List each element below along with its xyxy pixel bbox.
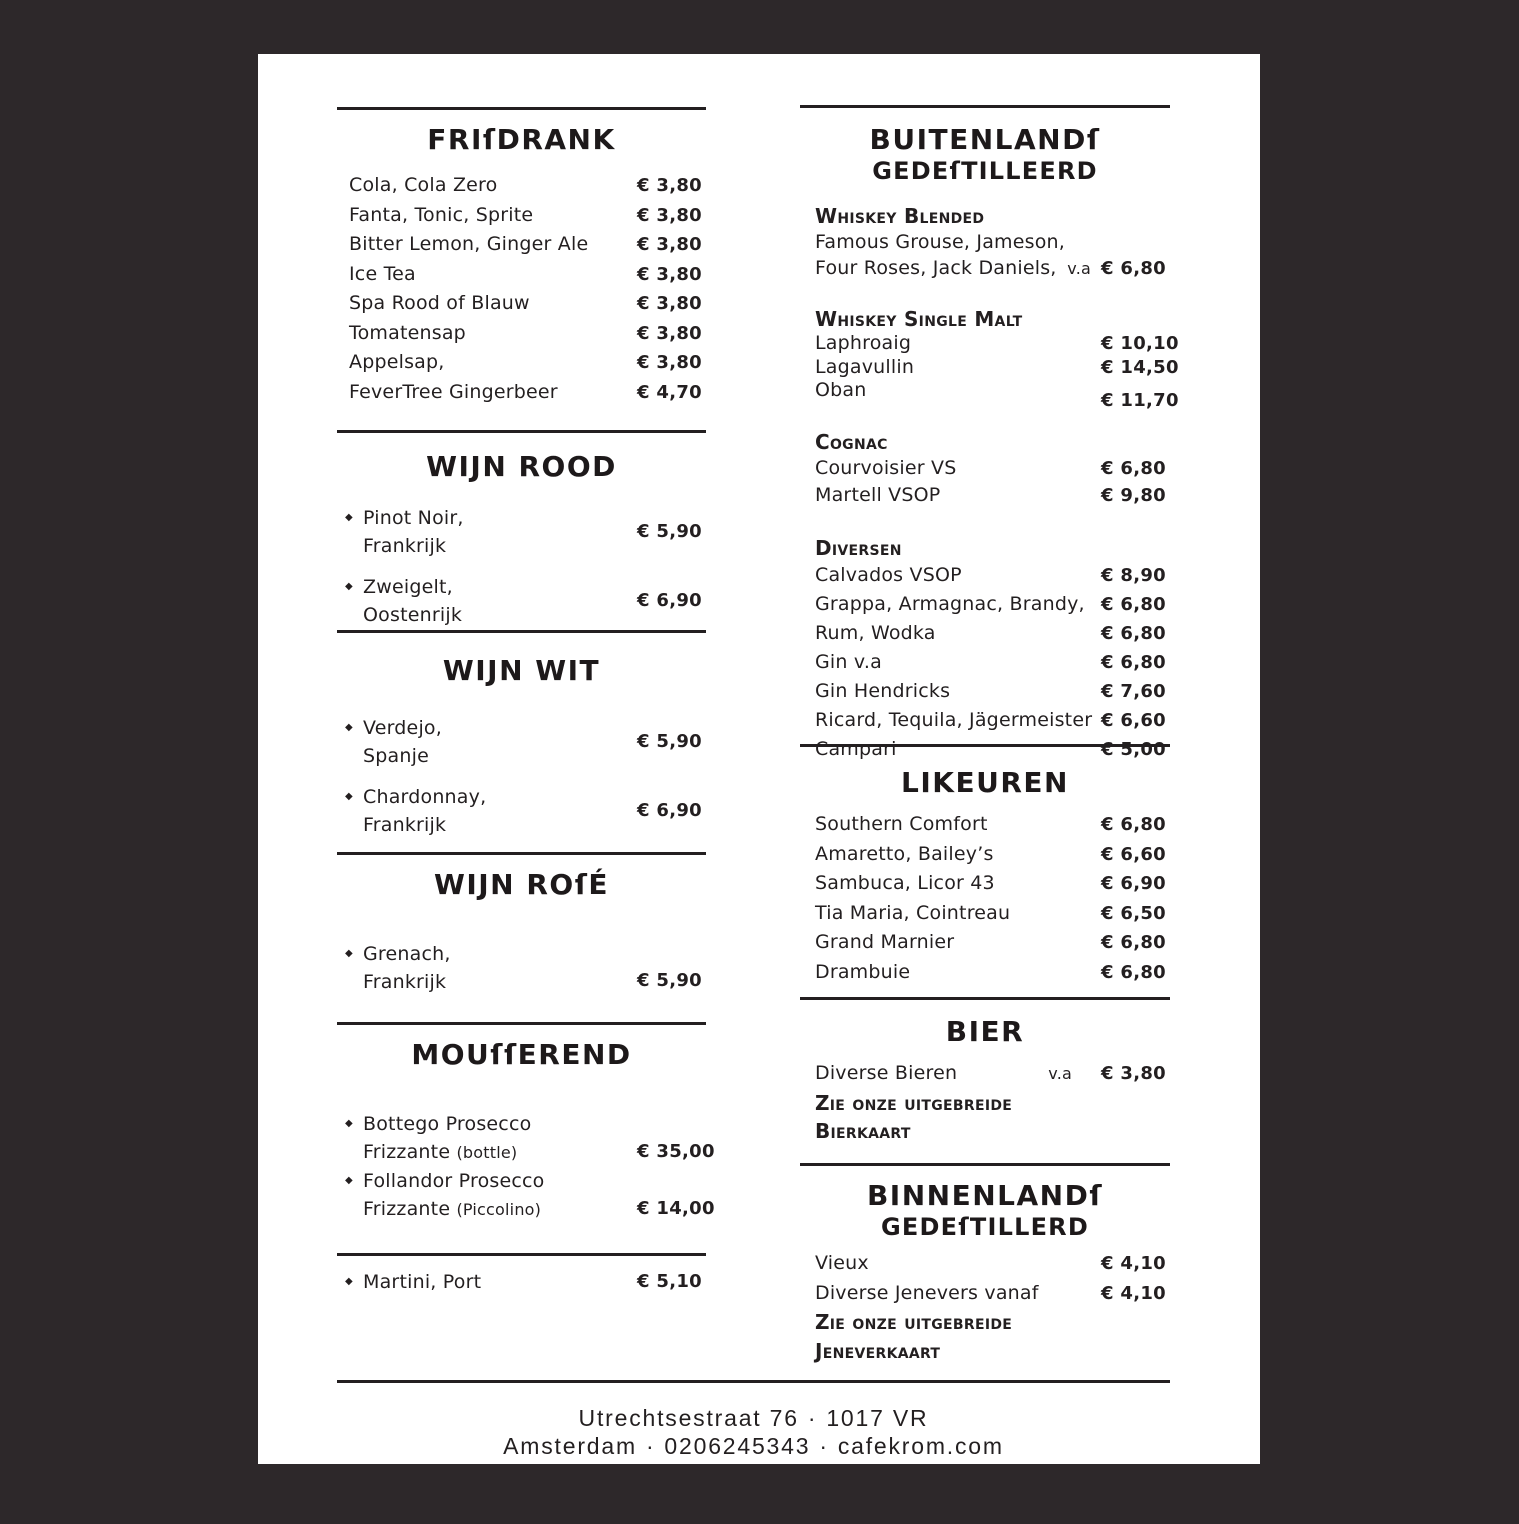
item-name: Tomatensap <box>349 321 466 344</box>
dot-separator: · <box>807 1405 818 1431</box>
footer-website: cafekrom.com <box>837 1433 1004 1459</box>
item-price: € 9,80 <box>1101 484 1167 506</box>
item-name: Southern Comfort <box>815 813 988 835</box>
section-title-wijn-rood: WIJN ROOD <box>426 450 617 483</box>
item-price: € 14,00 <box>637 1198 715 1219</box>
item-name: Fanta, Tonic, Sprite <box>349 203 534 226</box>
mousserend-items <box>337 1110 715 1224</box>
item-line2: Oostenrijk <box>363 604 463 626</box>
menu-item <box>800 379 1179 411</box>
item-price: € 3,80 <box>637 322 703 344</box>
menu-item <box>800 928 1170 958</box>
item-name: Vieux <box>815 1252 869 1274</box>
section-subtitle-binnenlands: GEDEſTILLERD <box>881 1213 1089 1241</box>
item-price: € 5,10 <box>637 1271 703 1292</box>
menu-item <box>337 260 706 290</box>
item-name: Campari <box>815 737 897 760</box>
menu-item <box>800 229 1170 255</box>
item-price: € 3,80 <box>637 293 703 314</box>
menu-item <box>337 1110 715 1167</box>
section-wijn-wit <box>337 630 706 852</box>
item-price: € 6,80 <box>1101 258 1167 279</box>
item-price: € 11,70 <box>1101 390 1179 411</box>
item-name: Courvoisier VS <box>815 456 957 479</box>
item-price: € 6,80 <box>1101 814 1167 835</box>
item-price: € 6,80 <box>1101 593 1167 615</box>
menu-item <box>800 482 1170 509</box>
menu-item <box>800 869 1170 899</box>
group-label-cognac: Cognac <box>815 429 888 454</box>
whiskey-single-malt-items <box>800 332 1179 411</box>
section-title-wijn-rose: WIJN ROſÉ <box>433 868 610 901</box>
item-name <box>363 504 637 560</box>
wijn-rood-items <box>337 504 706 629</box>
item-line1: Grenach, <box>363 943 451 965</box>
section-divider <box>337 430 706 433</box>
group-label-whiskey-single-malt: Whiskey Single Malt <box>815 307 1023 331</box>
section-frisdrank <box>337 107 706 407</box>
section-subtitle-buitenlands: GEDEſTILLEERD <box>872 157 1098 185</box>
section-divider <box>800 744 1170 747</box>
item-price: € 6,60 <box>1101 843 1167 865</box>
item-price: € 6,80 <box>1101 961 1167 983</box>
item-name: Diverse Bieren <box>815 1062 958 1084</box>
item-price: € 3,80 <box>637 204 703 226</box>
group-label-whiskey-blended: Whiskey Blended <box>815 204 985 228</box>
menu-item <box>800 619 1170 648</box>
item-price: € 4,10 <box>1101 1253 1167 1274</box>
diamond-bullet-icon: ◆ <box>345 722 353 733</box>
diamond-bullet-icon: ◆ <box>345 1276 353 1287</box>
item-note: v.a <box>1048 1064 1072 1083</box>
section-bier <box>800 997 1170 1146</box>
item-note: v.a <box>1067 259 1091 278</box>
menu-item <box>337 714 706 770</box>
item-price: € 6,50 <box>1101 902 1167 924</box>
section-title-mousserend: MOUſſEREND <box>411 1038 632 1071</box>
item-name <box>363 714 637 770</box>
menu-item <box>800 255 1170 282</box>
menu-item <box>337 289 706 319</box>
item-name <box>363 573 637 629</box>
item-line1: Pinot Noir, <box>363 507 464 529</box>
item-price: € 6,80 <box>1101 651 1167 673</box>
item-name: Famous Grouse, Jameson, <box>815 231 1066 253</box>
item-line1: Zweigelt, <box>363 576 453 598</box>
menu-item <box>337 573 706 629</box>
item-price: € 3,80 <box>637 263 703 285</box>
section-divider <box>800 997 1170 1000</box>
section-divider <box>337 1022 706 1025</box>
menu-item <box>337 1167 715 1224</box>
item-price: € 5,00 <box>1101 738 1167 760</box>
binnenlands-items <box>800 1249 1170 1308</box>
item-name: Amaretto, Bailey’s <box>815 842 994 865</box>
section-title-buitenlands: BUITENLANDſ <box>869 123 1101 156</box>
dot-separator: · <box>819 1433 829 1459</box>
section-title-wijn-wit: WIJN WIT <box>442 654 601 687</box>
section-divider <box>800 105 1170 108</box>
item-line2: Frizzante <box>363 1198 451 1220</box>
dot-separator: · <box>645 1433 656 1459</box>
menu-item <box>800 840 1170 870</box>
diversen-items <box>800 561 1170 764</box>
section-title-likeuren: LIKEUREN <box>901 766 1069 799</box>
section-title-bier: BIER <box>945 1015 1025 1048</box>
wijn-wit-items <box>337 714 706 839</box>
item-name <box>363 1110 637 1167</box>
item-line2: Frankrijk <box>363 535 447 557</box>
menu-item <box>800 1059 1170 1089</box>
diamond-bullet-icon: ◆ <box>345 791 353 802</box>
item-line2: Frankrijk <box>363 814 447 836</box>
section-divider <box>337 1253 706 1256</box>
item-name: Martini, Port <box>363 1271 482 1293</box>
menu-item <box>800 355 1179 380</box>
item-name <box>363 783 637 839</box>
item-price: € 35,00 <box>637 1141 715 1162</box>
binnenlands-note-line2: Jeneverkaart <box>815 1338 941 1363</box>
section-mousserend <box>337 1022 715 1224</box>
item-line2: Frizzante <box>363 1141 451 1163</box>
menu-item <box>337 171 706 201</box>
menu-item <box>337 940 706 996</box>
item-name: Cola, Cola Zero <box>349 174 498 196</box>
item-note: (Piccolino) <box>456 1200 542 1219</box>
item-price: € 7,60 <box>1101 680 1167 702</box>
item-line1: Follandor Prosecco <box>363 1170 545 1192</box>
menu-item <box>800 810 1170 840</box>
menu-item <box>337 783 706 839</box>
diamond-bullet-icon: ◆ <box>345 581 353 592</box>
section-divider <box>337 852 706 855</box>
item-price: € 6,80 <box>1101 622 1167 644</box>
diamond-bullet-icon: ◆ <box>345 948 353 959</box>
item-name <box>363 940 637 996</box>
item-name: Drambuie <box>815 960 911 983</box>
section-wijn-rose <box>337 852 706 1009</box>
menu-item <box>800 561 1170 590</box>
menu-item <box>800 706 1170 735</box>
item-name: Laphroaig <box>815 332 912 354</box>
menu-item <box>800 899 1170 929</box>
diamond-bullet-icon: ◆ <box>345 1175 353 1186</box>
item-price: € 14,50 <box>1101 356 1179 378</box>
item-price: € 6,90 <box>1101 873 1167 894</box>
section-binnenlands <box>800 1163 1170 1365</box>
menu-page <box>258 54 1260 1464</box>
bier-items <box>800 1059 1170 1089</box>
bier-note-line1: Zie onze uitgebreide <box>815 1090 1013 1115</box>
item-name: Oban <box>815 379 867 401</box>
item-line1: Bottego Prosecco <box>363 1113 532 1135</box>
martini-items <box>337 1268 706 1296</box>
item-name: FeverTree Gingerbeer <box>349 380 558 403</box>
footer-phone: 0206245343 <box>664 1433 811 1459</box>
item-price: € 6,80 <box>1101 457 1167 479</box>
item-name: Calvados VSOP <box>815 563 962 586</box>
section-likeuren <box>800 744 1170 987</box>
wijn-rose-items <box>337 940 706 996</box>
item-price: € 8,90 <box>1101 564 1167 586</box>
item-name <box>363 1167 637 1224</box>
menu-item <box>337 319 706 349</box>
item-note: (bottle) <box>456 1143 518 1162</box>
item-price: € 6,80 <box>1101 932 1167 953</box>
menu-item <box>337 201 706 231</box>
section-divider <box>337 630 706 633</box>
section-title-frisdrank: FRIſDRANK <box>427 123 616 156</box>
group-label-diversen: Diversen <box>815 535 902 560</box>
item-name: Lagavullin <box>815 355 915 378</box>
section-buitenlands <box>800 105 1179 764</box>
item-name: Appelsap, <box>349 351 445 373</box>
item-line2: Spanje <box>363 745 429 767</box>
item-line1: Verdejo, <box>363 717 442 739</box>
item-price: € 10,10 <box>1101 333 1179 354</box>
item-name: Grand Marnier <box>815 931 955 953</box>
item-name: Ricard, Tequila, Jägermeister <box>815 708 1093 731</box>
item-name: Four Roses, Jack Daniels, <box>815 257 1057 279</box>
section-martini <box>337 1253 706 1296</box>
section-divider <box>337 107 706 110</box>
menu-item <box>337 1268 706 1296</box>
menu-item <box>800 1249 1170 1279</box>
item-price: € 6,90 <box>637 590 703 611</box>
menu-item <box>800 455 1170 482</box>
item-price: € 5,90 <box>637 521 703 542</box>
item-price: € 5,90 <box>637 731 703 752</box>
section-wijn-rood <box>337 430 706 642</box>
whiskey-blended-items <box>800 229 1170 282</box>
section-title-binnenlands: BINNENLANDſ <box>866 1179 1104 1212</box>
item-price: € 6,60 <box>1101 709 1167 731</box>
item-price: € 4,10 <box>1101 1282 1167 1304</box>
menu-item <box>337 348 706 378</box>
bier-note-line2: Bierkaart <box>815 1119 911 1143</box>
menu-item <box>800 958 1170 988</box>
item-price: € 3,80 <box>1101 1063 1167 1084</box>
item-price: € 4,70 <box>637 381 703 403</box>
item-price: € 5,90 <box>637 970 703 991</box>
footer-address: Utrechtsestraat 76 <box>578 1405 799 1431</box>
item-price: € 3,80 <box>637 175 703 196</box>
footer-divider <box>337 1380 1170 1383</box>
item-name: Diverse Jenevers vanaf <box>815 1281 1039 1304</box>
menu-item <box>337 230 706 260</box>
footer-postal-city: 1017 VR Amsterdam <box>503 1405 929 1459</box>
item-name: Grappa, Armagnac, Brandy, <box>815 592 1085 615</box>
diamond-bullet-icon: ◆ <box>345 512 353 523</box>
item-name: Ice Tea <box>349 262 416 285</box>
item-name: Martell VSOP <box>815 483 941 506</box>
item-name: Gin v.a <box>815 650 882 673</box>
item-price: € 6,90 <box>637 800 703 821</box>
item-name: Sambuca, Licor 43 <box>815 872 995 894</box>
item-name: Gin Hendricks <box>815 679 951 702</box>
frisdrank-items <box>337 171 706 407</box>
binnenlands-note-line1: Zie onze uitgebreide <box>815 1310 1013 1334</box>
menu-item <box>800 677 1170 706</box>
item-name: Spa Rood of Blauw <box>349 292 530 314</box>
menu-item <box>800 332 1179 356</box>
section-divider <box>800 1163 1170 1166</box>
item-line1: Chardonnay, <box>363 786 487 808</box>
menu-item <box>337 504 706 560</box>
footer <box>337 1404 1170 1460</box>
menu-item <box>800 1279 1170 1309</box>
item-name: Tia Maria, Cointreau <box>815 901 1011 924</box>
menu-item <box>800 590 1170 619</box>
item-name: Rum, Wodka <box>815 621 936 644</box>
item-name: Bitter Lemon, Ginger Ale <box>349 233 589 255</box>
item-line2: Frankrijk <box>363 971 447 993</box>
cognac-items <box>800 455 1170 509</box>
item-price: € 3,80 <box>637 352 703 373</box>
menu-item <box>800 648 1170 677</box>
menu-item <box>337 378 706 408</box>
item-price: € 3,80 <box>637 234 703 255</box>
likeuren-items <box>800 810 1170 987</box>
diamond-bullet-icon: ◆ <box>345 1118 353 1129</box>
